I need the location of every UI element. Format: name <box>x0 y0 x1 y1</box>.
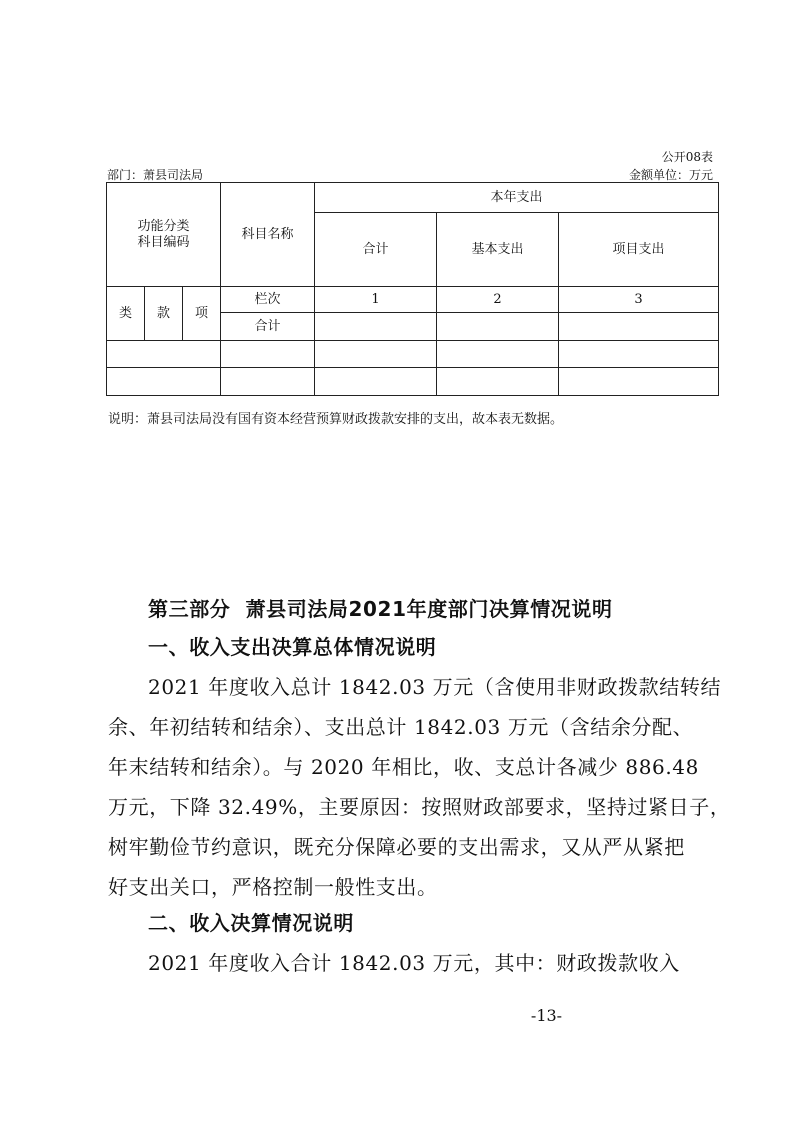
table-cell <box>559 313 719 341</box>
column-number-3: 3 <box>559 287 719 313</box>
kuan-header: 款 <box>145 287 183 341</box>
form-code: 公开08表 <box>661 150 713 164</box>
table-cell <box>437 341 559 368</box>
part-title: 第三部分 萧县司法局2021年度部门决算情况说明 <box>148 597 613 621</box>
table-cell <box>107 368 221 396</box>
total-header: 合计 <box>315 213 437 287</box>
table-cell <box>315 313 437 341</box>
paragraph-line: 2021 年度收入合计 1842.03 万元，其中：财政拨款收入 <box>148 951 680 975</box>
subject-name-header: 科目名称 <box>221 183 315 287</box>
paragraph-line: 余、年初结转和结余）、支出总计 1842.03 万元（含结余分配、 <box>108 715 694 739</box>
annual-expense-header: 本年支出 <box>315 183 719 213</box>
column-number-1: 1 <box>315 287 437 313</box>
paragraph-line: 树牢勤俭节约意识，既充分保障必要的支出需求，又从严从紧把 <box>108 835 685 859</box>
paragraph-line: 好支出关口，严格控制一般性支出。 <box>108 875 438 899</box>
row-number-label: 栏次 <box>221 287 315 313</box>
paragraph-line: 2021 年度收入总计 1842.03 万元（含使用非财政拨款结转结 <box>148 675 722 699</box>
table-cell <box>437 313 559 341</box>
table-cell <box>221 341 315 368</box>
table-cell <box>315 368 437 396</box>
table-cell <box>315 341 437 368</box>
page-number: -13- <box>530 1006 563 1025</box>
lei-header: 类 <box>107 287 145 341</box>
table-cell <box>559 368 719 396</box>
table-note: 说明：萧县司法局没有国有资本经营预算财政拨款安排的支出，故本表无数据。 <box>108 412 564 427</box>
budget-table <box>106 182 719 396</box>
function-code-header: 功能分类 科目编码 <box>107 183 221 287</box>
total-row-label: 合计 <box>221 313 315 341</box>
table-cell <box>221 368 315 396</box>
heading-income-expense-overview: 一、收入支出决算总体情况说明 <box>148 635 437 659</box>
amount-unit-label: 金额单位：万元 <box>628 168 713 182</box>
table-cell <box>437 368 559 396</box>
project-expense-header: 项目支出 <box>559 213 719 287</box>
heading-income-detail: 二、收入决算情况说明 <box>148 911 354 935</box>
table-cell <box>559 341 719 368</box>
basic-expense-header: 基本支出 <box>437 213 559 287</box>
department-label: 部门：萧县司法局 <box>107 168 204 182</box>
xiang-header: 项 <box>183 287 221 341</box>
paragraph-line: 年末结转和结余）。与 2020 年相比，收、支总计各减少 886.48 <box>108 755 699 779</box>
paragraph-line: 万元，下降 32.49%，主要原因：按照财政部要求，坚持过紧日子， <box>108 795 731 819</box>
table-cell <box>107 341 221 368</box>
column-number-2: 2 <box>437 287 559 313</box>
